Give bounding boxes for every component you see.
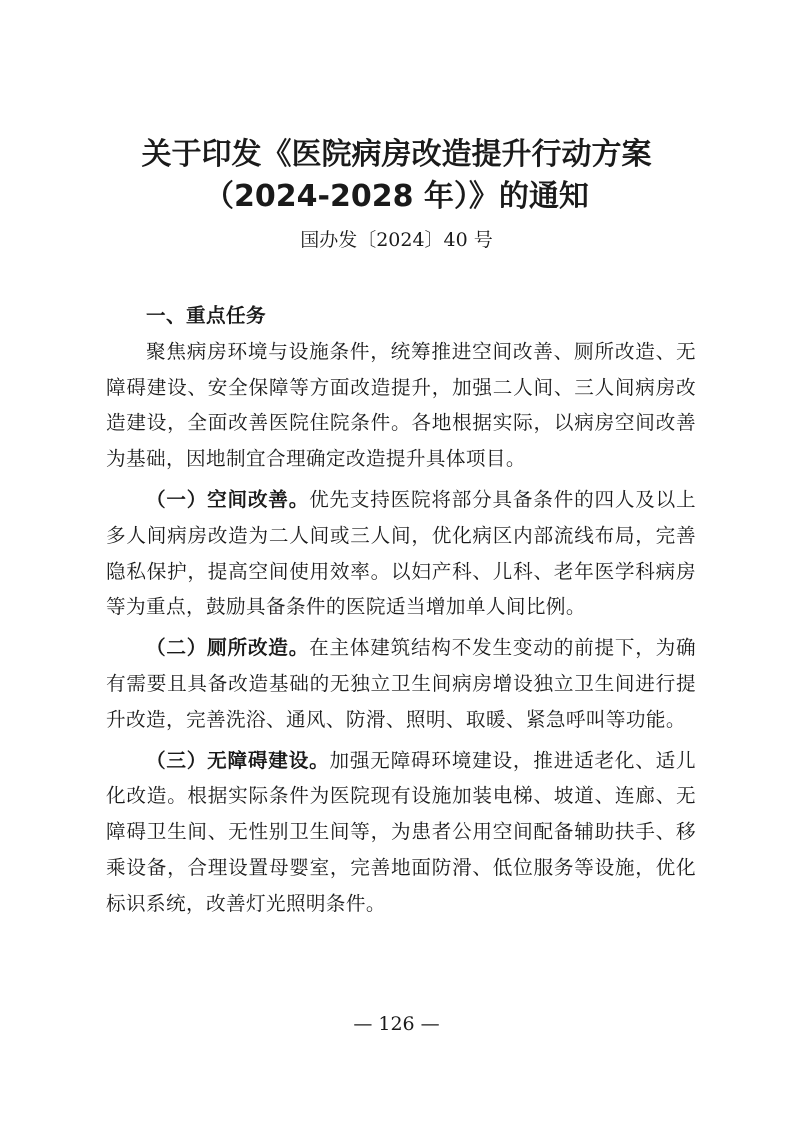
task-title-toilet-renovation: （二）厕所改造。 [146,636,310,660]
document-number: 国办发〔2024〕40 号 [300,229,493,251]
task-title-space-improvement: （一）空间改善。 [146,487,310,511]
task-paragraph-space-improvement [106,482,696,625]
section-heading: 一、重点任务 [146,304,266,327]
task-text-space-improvement: 优先支持医院将部分具备条件的四人及以上多人间病房改造为二人间或三人间，优化病区内部流线布局，完善隐私保护，提高空间使用效率。以妇产科、儿科、老年医学科病房等为重点，鼓励具备条件的医院适当增加单人间比例。 [106,487,696,619]
document-title-line-2: （2024-2028 年）》的通知 [204,179,589,214]
task-title-accessibility: （三）无障碍建设。 [146,748,330,772]
task-paragraph-accessibility [106,743,696,922]
intro-paragraph: 聚焦病房环境与设施条件，统筹推进空间改善、厕所改造、无障碍建设、安全保障等方面改造提升，加强二人间、三人间病房改造建设，全面改善医院住院条件。各地根据实际，以病房空间改善为基础，因地制宜合理确定改造提升具体项目。 [106,339,696,471]
task-text-accessibility: 加强无障碍环境建设，推进适老化、适儿化改造。根据实际条件为医院现有设施加装电梯、坡道、连廊、无障碍卫生间、无性别卫生间等，为患者公用空间配备辅助扶手、移乘设备，合理设置母婴室，完善地面防滑、低位服务等设施，优化标识系统，改善灯光照明条件。 [106,748,696,915]
page-number: — 126 — [353,1013,440,1035]
task-paragraph-toilet-renovation [106,630,696,737]
document-title-line-1: 关于印发《医院病房改造提升行动方案 [141,137,652,172]
document-body [106,298,696,922]
task-text-toilet-renovation: 在主体建筑结构不发生变动的前提下，为确有需要且具备改造基础的无独立卫生间病房增设独立卫生间进行提升改造，完善洗浴、通风、防滑、照明、取暖、紧急呼叫等功能。 [106,636,696,731]
